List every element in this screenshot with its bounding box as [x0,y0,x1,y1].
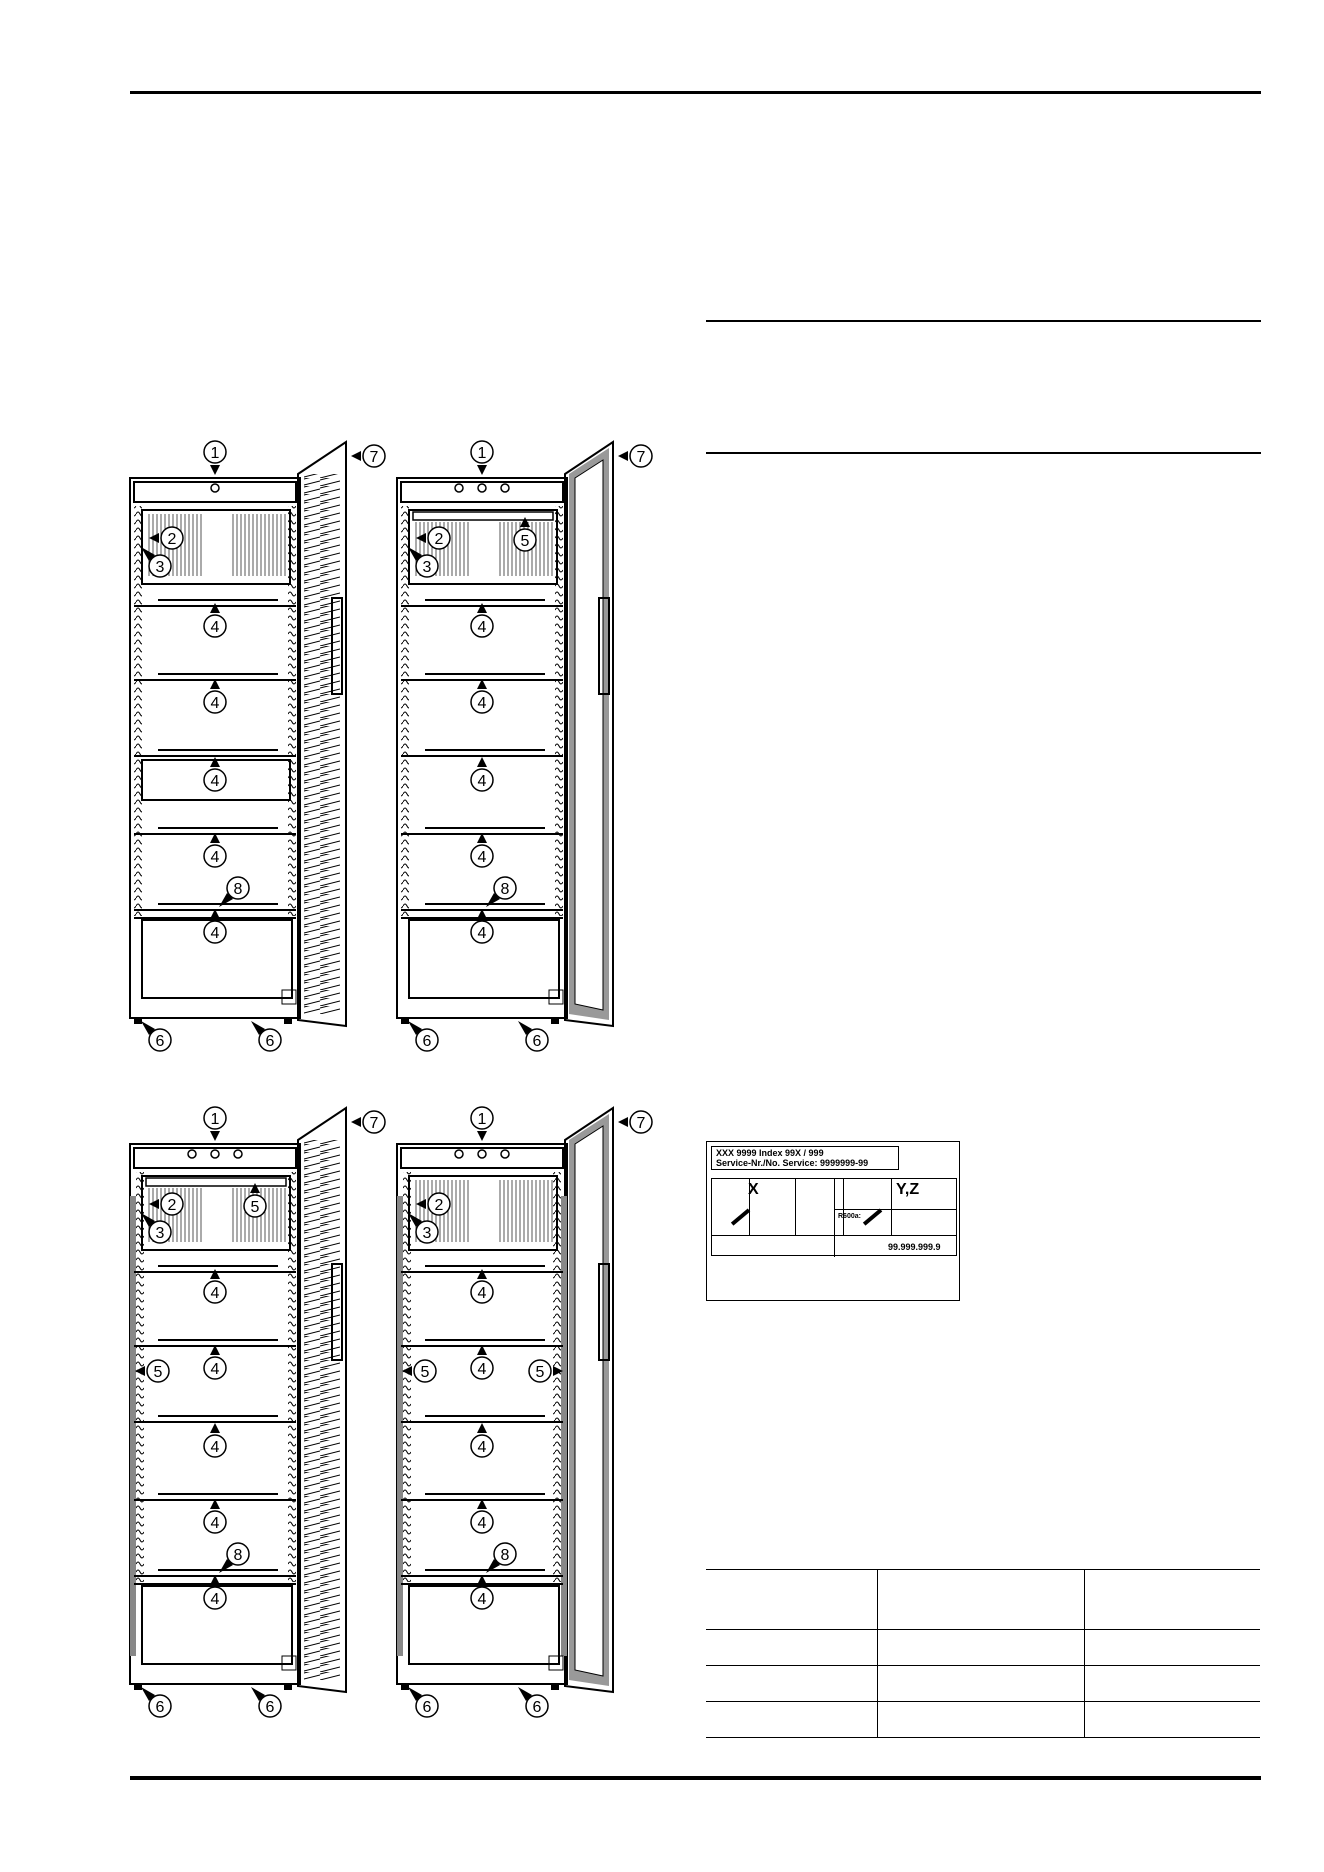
callout-4 [204,757,226,791]
callout-arrow-icon [210,679,220,689]
rating-plate-cell [796,1179,844,1235]
callout-number: 3 [155,1225,165,1242]
callout-6 [251,1687,281,1717]
rating-plate-cell [712,1179,750,1235]
callout-number: 4 [210,1591,220,1608]
callout-8 [486,1543,516,1573]
callout-number: 4 [477,695,487,712]
callout-7 [618,445,652,467]
table-cell [878,1702,1085,1738]
callout-number: 4 [477,1439,487,1456]
callout-number: 4 [210,925,220,942]
callout-number: 6 [265,1699,275,1716]
callout-arrow-icon [618,451,628,461]
callout-number: 6 [265,1033,275,1050]
callout-4 [471,757,493,791]
callout-number: 8 [500,881,510,898]
callout-number: 4 [477,619,487,636]
callout-2 [149,527,183,549]
callout-number: 1 [210,445,220,462]
callout-number: 5 [250,1199,260,1216]
callout-number: 6 [155,1033,165,1050]
callout-arrow-icon [477,1423,487,1433]
callout-5 [529,1360,563,1382]
callout-arrow-icon [210,1423,220,1433]
callout-number: 8 [500,1547,510,1564]
callout-number: 8 [233,1547,243,1564]
callout-arrow-icon [477,679,487,689]
callout-number: 7 [369,1115,379,1132]
callout-arrow-icon [149,1199,159,1209]
callout-arrow-icon [210,603,220,613]
callout-8 [219,877,249,907]
callout-arrow-icon [402,1366,412,1376]
table-cell [1085,1666,1261,1702]
callout-number: 4 [477,1591,487,1608]
callout-4 [471,909,493,943]
callout-arrow-icon [210,1575,220,1585]
callout-arrow-icon [210,909,220,919]
callout-4 [471,833,493,867]
callout-number: 5 [153,1364,163,1381]
callout-arrow-icon [477,833,487,843]
callout-arrow-icon [520,517,530,527]
callout-number: 1 [477,1111,487,1128]
callout-number: 6 [532,1033,542,1050]
callout-arrow-icon [416,1199,426,1209]
callout-number: 4 [477,773,487,790]
callout-4 [471,1575,493,1609]
callout-number: 4 [210,1361,220,1378]
callout-arrow-icon [210,1131,220,1141]
callout-2 [416,527,450,549]
callout-4 [204,679,226,713]
callout-4 [471,1499,493,1533]
callout-3 [141,1213,171,1243]
callout-number: 4 [477,925,487,942]
callout-arrow-icon [477,1575,487,1585]
callout-number: 2 [434,1197,444,1214]
callout-4 [471,1345,493,1379]
callout-arrow-icon [477,465,487,475]
table-row [706,1630,1260,1666]
table-cell [706,1702,878,1738]
callout-arrow-icon [210,1499,220,1509]
table-cell [878,1630,1085,1666]
callout-arrow-icon [210,465,220,475]
table-header-cell [1085,1570,1261,1630]
callout-5 [514,517,536,551]
rating-plate-marker-yz: Y,Z [896,1181,920,1198]
callout-arrow-icon [477,1131,487,1141]
table-cell [878,1666,1085,1702]
callout-7 [351,1111,385,1133]
callout-6 [141,1687,171,1717]
callout-number: 4 [210,1285,220,1302]
callout-arrow-icon [351,451,361,461]
callout-number: 5 [420,1364,430,1381]
callout-6 [518,1021,548,1051]
callout-4 [471,1423,493,1457]
callout-4 [471,1269,493,1303]
callout-number: 4 [210,619,220,636]
callout-2 [149,1193,183,1215]
callout-number: 7 [636,1115,646,1132]
callout-3 [408,1213,438,1243]
table-cell [1085,1630,1261,1666]
callout-7 [351,445,385,467]
callout-number: 7 [369,449,379,466]
callout-4 [204,1499,226,1533]
callout-6 [408,1687,438,1717]
callout-arrow-icon [477,1345,487,1355]
callout-number: 4 [477,849,487,866]
callout-number: 4 [477,1361,487,1378]
callout-number: 3 [422,1225,432,1242]
callout-1 [471,441,493,475]
callout-4 [204,1423,226,1457]
callout-arrow-icon [416,533,426,543]
callout-4 [204,603,226,637]
table-cell [1085,1702,1261,1738]
rating-plate-cell [844,1179,892,1235]
callout-number: 2 [434,531,444,548]
callout-number: 3 [422,559,432,576]
callout-arrow-icon [135,1366,145,1376]
callout-number: 4 [210,695,220,712]
rating-plate-header [711,1146,899,1170]
callout-number: 6 [422,1699,432,1716]
callout-number: 5 [535,1364,545,1381]
callout-3 [408,547,438,577]
callout-number: 4 [477,1285,487,1302]
callout-number: 4 [210,1439,220,1456]
callout-arrow-icon [618,1117,628,1127]
callout-8 [219,1543,249,1573]
callout-number: 2 [167,531,177,548]
callout-number: 4 [210,849,220,866]
callout-5 [244,1183,266,1217]
callout-arrow-icon [477,603,487,613]
callout-number: 6 [155,1699,165,1716]
callout-1 [204,1107,226,1141]
callout-4 [204,833,226,867]
callout-1 [471,1107,493,1141]
callout-number: 5 [520,533,530,550]
callout-arrow-icon [553,1366,563,1376]
table-header-row [706,1570,1260,1630]
callout-3 [141,547,171,577]
rating-plate-service-number: Service-Nr./No. Service: 9999999-99 [716,1158,869,1168]
callout-2 [416,1193,450,1215]
callout-6 [408,1021,438,1051]
rating-plate-divider [834,1179,835,1235]
spec-table [706,1569,1260,1738]
rating-plate-model: XXX 9999 Index 99X / 999 [716,1148,824,1158]
callout-number: 2 [167,1197,177,1214]
callout-4 [204,1269,226,1303]
callout-number: 8 [233,881,243,898]
rating-plate [706,1141,960,1301]
rating-plate-marker-x: X [748,1181,759,1198]
callout-arrow-icon [250,1183,260,1193]
callout-number: 6 [532,1699,542,1716]
callout-number: 7 [636,449,646,466]
callout-arrow-icon [351,1117,361,1127]
table-cell [706,1630,878,1666]
callout-4 [471,603,493,637]
callout-6 [141,1021,171,1051]
callout-4 [204,1575,226,1609]
table-row [706,1666,1260,1702]
rating-plate-grid [711,1178,957,1256]
callout-arrow-icon [477,1269,487,1279]
table-cell [706,1666,878,1702]
callout-arrow-icon [477,909,487,919]
rating-plate-serial: 99.999.999.9 [888,1242,941,1252]
callout-6 [518,1687,548,1717]
rating-plate-refrigerant: R600a: [838,1213,861,1220]
callout-8 [486,877,516,907]
callout-number: 4 [477,1515,487,1532]
callout-number: 3 [155,559,165,576]
callout-arrow-icon [210,1345,220,1355]
rating-plate-divider [834,1235,835,1257]
callout-6 [251,1021,281,1051]
callout-arrow-icon [477,1499,487,1509]
callout-5 [135,1360,169,1382]
rating-plate-divider [834,1209,956,1210]
callout-arrow-icon [210,1269,220,1279]
table-header-cell [706,1570,878,1630]
callout-number: 1 [210,1111,220,1128]
callout-7 [618,1111,652,1133]
callout-4 [471,679,493,713]
table-row [706,1702,1260,1738]
callout-5 [402,1360,436,1382]
callout-arrow-icon [149,533,159,543]
callout-1 [204,441,226,475]
callout-number: 1 [477,445,487,462]
callout-arrow-icon [210,833,220,843]
callout-number: 4 [210,773,220,790]
table-header-cell [878,1570,1085,1630]
callout-number: 4 [210,1515,220,1532]
callout-4 [204,1345,226,1379]
callout-arrow-icon [477,757,487,767]
callout-arrow-icon [210,757,220,767]
callout-number: 6 [422,1033,432,1050]
callout-4 [204,909,226,943]
